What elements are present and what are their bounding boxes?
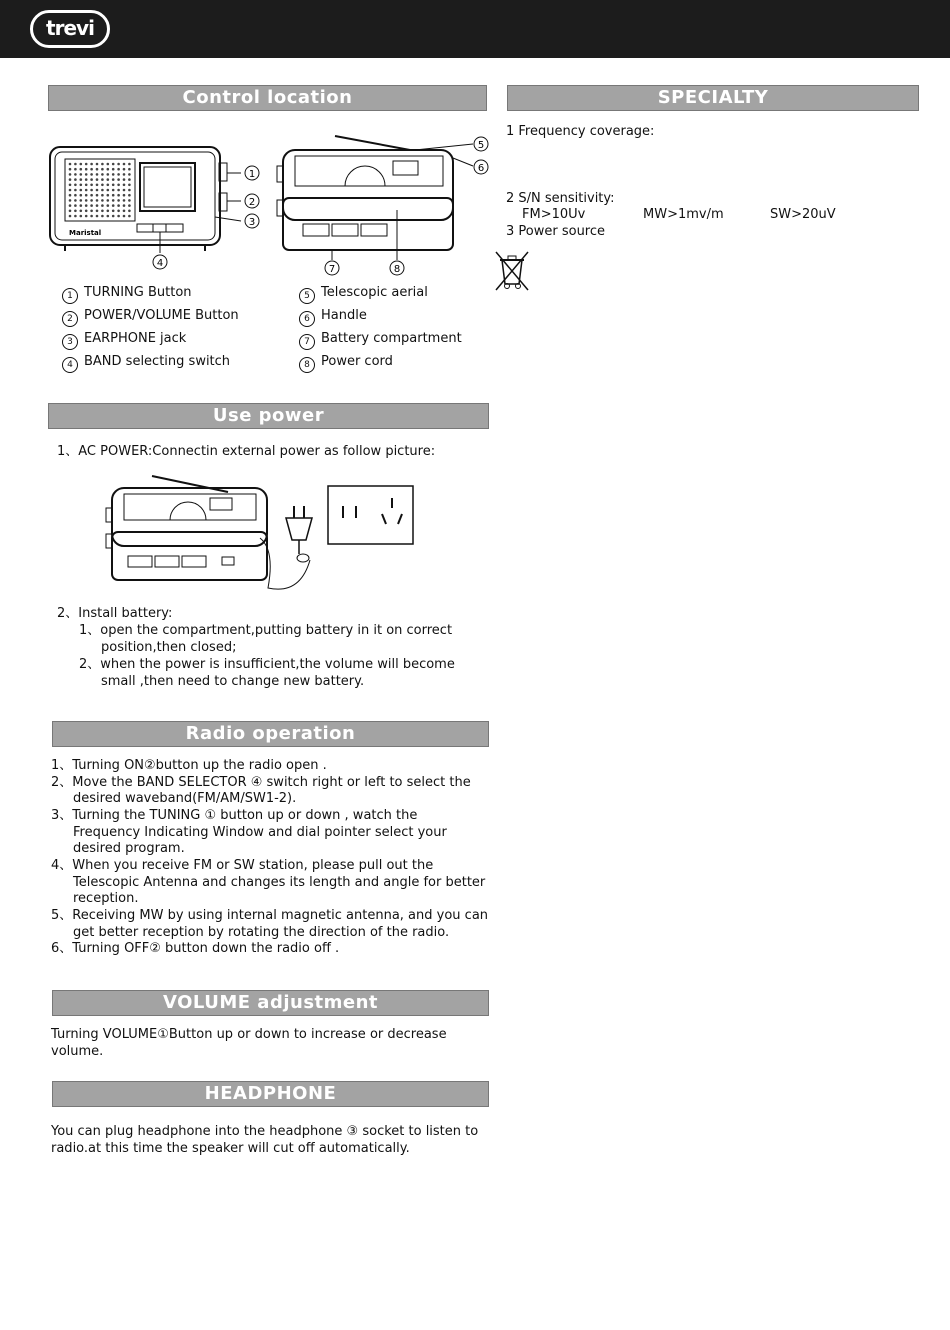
callout-6: 6 (477, 163, 485, 174)
trevi-logo (30, 10, 110, 48)
weee-bin-icon (492, 250, 532, 292)
legend-item-5: 5 Telescopic aerial (299, 285, 428, 304)
specialty-frequency: 1 Frequency coverage: (506, 124, 655, 139)
radio-op-line-11: get better reception by rotating the direction of the radio. (73, 925, 450, 940)
header-bar (0, 0, 950, 58)
section-title-volume: VOLUME adjustment (52, 990, 489, 1016)
radio-op-line-1: 1、Turning ON②button up the radio open . (51, 758, 327, 773)
legend-item-3: 3 EARPHONE jack (62, 331, 186, 350)
legend-item-1: 1 TURNING Button (62, 285, 192, 304)
callout-3: 3 (248, 217, 256, 228)
legend-item-4: 4 BAND selecting switch (62, 354, 230, 373)
section-title-specialty: SPECIALTY (507, 85, 919, 111)
specialty-mw: MW>1mv/m (643, 207, 724, 222)
logo-text: trevi (46, 16, 94, 40)
section-title-headphone: HEADPHONE (52, 1081, 489, 1107)
radio-op-line-7: 4、When you receive FM or SW station, please pull out the (51, 858, 434, 873)
radio-back-diagram (275, 128, 495, 278)
install-step2-line2: small ,then need to change new battery. (101, 674, 365, 689)
volume-line-2: volume. (51, 1044, 104, 1059)
install-step2-line1: 2、when the power is insufficient,the volume will become (79, 657, 455, 672)
radio-op-line-2: 2、Move the BAND SELECTOR ④ switch right or left to select the (51, 775, 471, 790)
radio-op-line-4: 3、Turning the TUNING ① button up or down , watch the (51, 808, 418, 823)
section-title-control-location: Control location (48, 85, 487, 111)
legend-item-6: 6 Handle (299, 308, 367, 327)
radio-op-line-10: 5、Receiving MW by using internal magnetic antenna, and you can (51, 908, 489, 923)
specialty-sensitivity: 2 S/N sensitivity: (506, 191, 615, 206)
brand-text: Maristal (69, 229, 102, 237)
ac-power-text: 1、AC POWER:Connectin external power as follow picture: (57, 444, 436, 459)
legend-item-8: 8 Power cord (299, 354, 393, 373)
callout-5: 5 (477, 140, 485, 151)
headphone-line-1: You can plug headphone into the headphone ③ socket to listen to (51, 1124, 479, 1139)
radio-op-line-6: desired program. (73, 841, 185, 856)
radio-op-line-8: Telescopic Antenna and changes its length and angle for better (73, 875, 486, 890)
radio-op-line-12: 6、Turning OFF② button down the radio off . (51, 941, 340, 956)
volume-line-1: Turning VOLUME①Button up or down to increase or decrease (51, 1027, 447, 1042)
radio-op-line-5: Frequency Indicating Window and dial pointer select your (73, 825, 447, 840)
radio-op-line-9: reception. (73, 891, 139, 906)
install-step1-line2: position,then closed; (101, 640, 237, 655)
section-title-radio-operation: Radio operation (52, 721, 489, 747)
callout-8: 8 (393, 264, 401, 275)
callout-7: 7 (328, 264, 336, 275)
legend-item-2: 2 POWER/VOLUME Button (62, 308, 239, 327)
radio-front-diagram (45, 135, 275, 275)
specialty-power-source: 3 Power source (506, 224, 606, 239)
specialty-sw: SW>20uV (770, 207, 836, 222)
specialty-fm: FM>10Uv (522, 207, 586, 222)
callout-4: 4 (156, 258, 164, 269)
radio-op-line-3: desired waveband(FM/AM/SW1-2). (73, 791, 297, 806)
section-title-use-power: Use power (48, 403, 489, 429)
legend-item-7: 7 Battery compartment (299, 331, 462, 350)
ac-power-diagram (100, 470, 420, 595)
install-battery-text: 2、Install battery: (57, 606, 173, 621)
callout-2: 2 (248, 197, 256, 208)
callout-1: 1 (248, 169, 256, 180)
install-step1-line1: 1、open the compartment,putting battery in it on correct (79, 623, 453, 638)
headphone-line-2: radio.at this time the speaker will cut off automatically. (51, 1141, 410, 1156)
